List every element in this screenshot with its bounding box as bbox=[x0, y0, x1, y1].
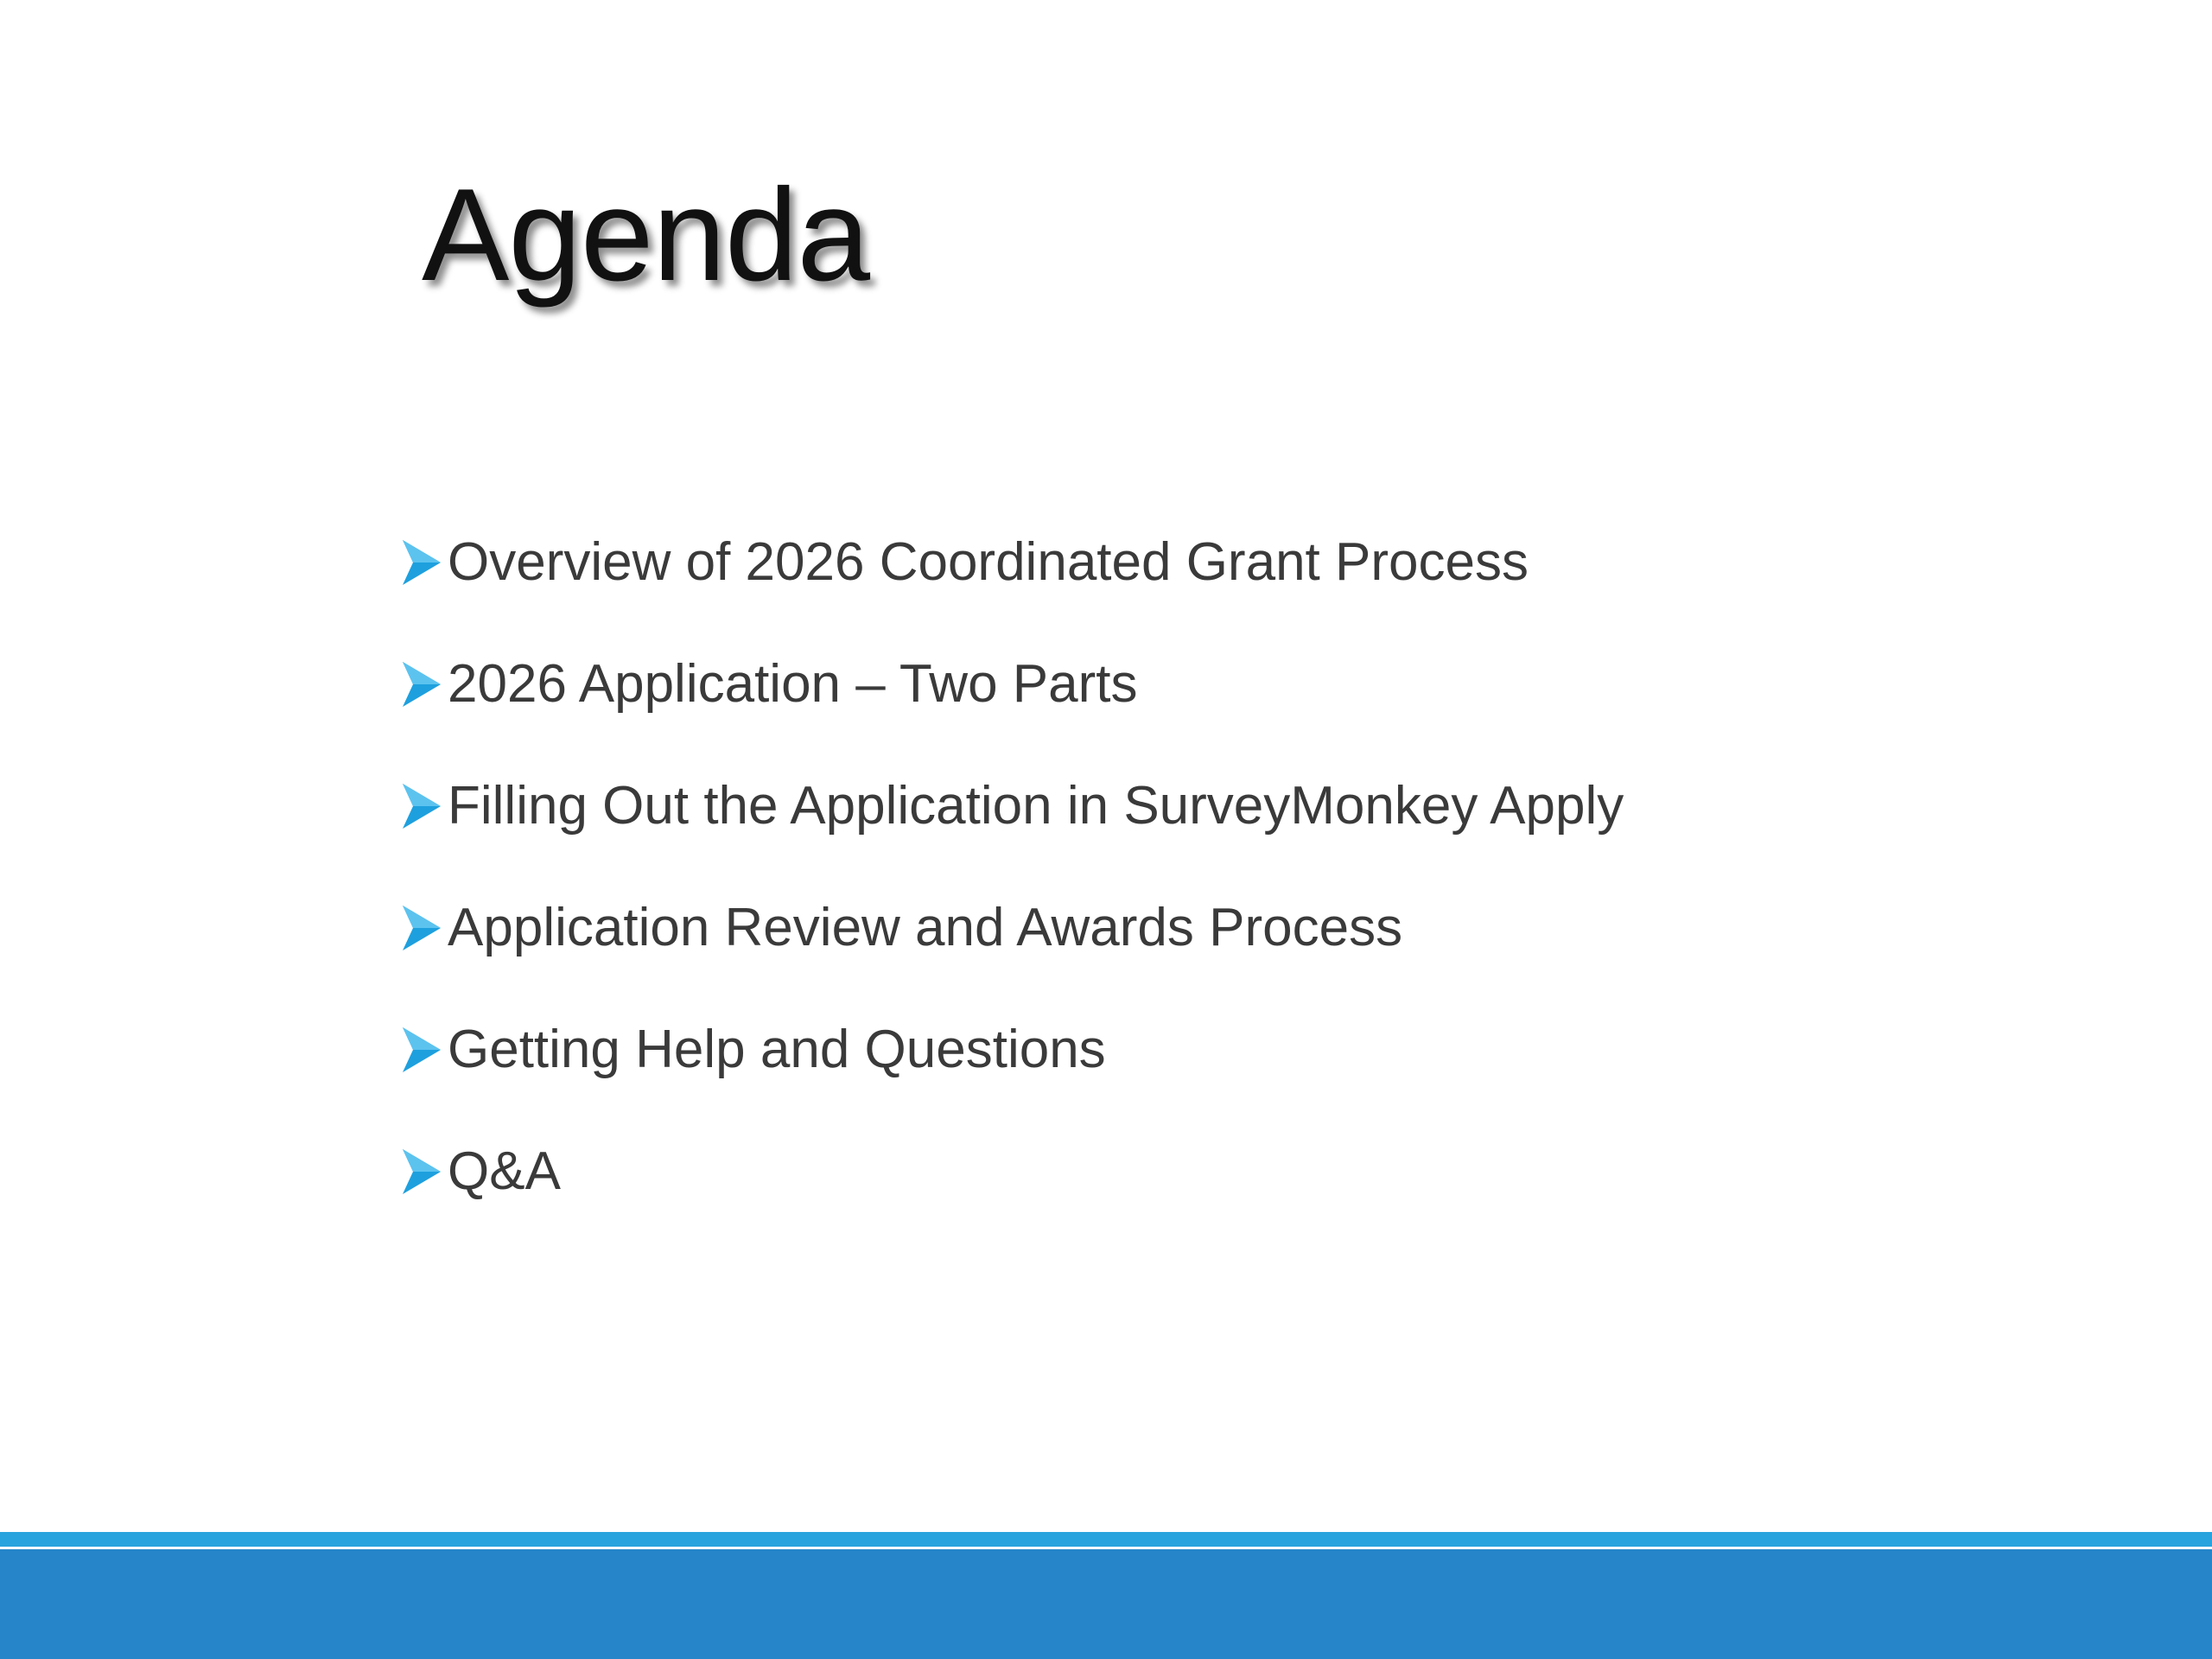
agenda-item-label: 2026 Application – Two Parts bbox=[448, 653, 1138, 714]
footer-accent-stripe bbox=[0, 1532, 2212, 1547]
footer-band bbox=[0, 1549, 2212, 1659]
arrow-bullet-icon bbox=[399, 1024, 444, 1076]
list-item bbox=[399, 745, 1624, 867]
agenda-item-label: Overview of 2026 Coordinated Grant Process bbox=[448, 531, 1529, 592]
agenda-item-label: Q&A bbox=[448, 1141, 561, 1201]
agenda-list bbox=[399, 501, 1624, 1232]
list-item bbox=[399, 867, 1624, 988]
list-item bbox=[399, 501, 1624, 623]
arrow-bullet-icon bbox=[399, 1146, 444, 1198]
agenda-item-label: Filling Out the Application in SurveyMonkey Apply bbox=[448, 775, 1624, 836]
agenda-item-label: Application Review and Awards Process bbox=[448, 897, 1403, 957]
list-item bbox=[399, 988, 1624, 1110]
arrow-bullet-icon bbox=[399, 902, 444, 954]
slide-title: Agenda bbox=[422, 162, 870, 308]
agenda-item-label: Getting Help and Questions bbox=[448, 1019, 1106, 1079]
list-item bbox=[399, 623, 1624, 745]
arrow-bullet-icon bbox=[399, 658, 444, 710]
arrow-bullet-icon bbox=[399, 780, 444, 832]
list-item bbox=[399, 1110, 1624, 1232]
arrow-bullet-icon bbox=[399, 537, 444, 588]
